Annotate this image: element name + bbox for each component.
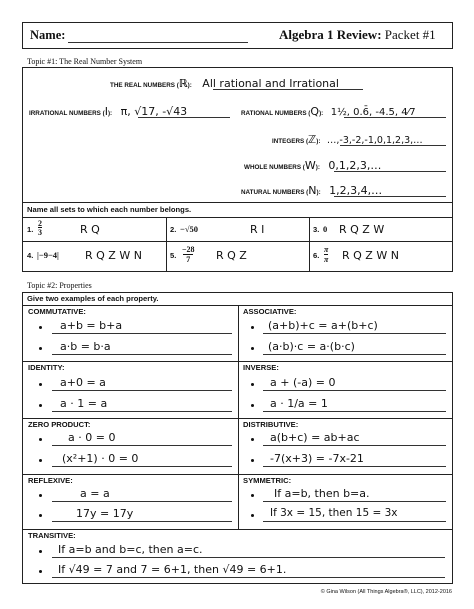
whole-answer-line: [334, 171, 446, 172]
integers-label: INTEGERS (: [272, 138, 309, 145]
example-line-2: [263, 354, 446, 355]
natural-answer-line: [334, 196, 446, 197]
item-number: 2.: [170, 225, 177, 234]
property-associative: [238, 305, 453, 361]
sets-prompt: Name all sets to which each number belongs.: [27, 205, 192, 214]
example-line-1: [52, 501, 232, 502]
bullet-icon: [39, 570, 42, 573]
topic2-heading: Topic #2: Properties: [27, 281, 92, 290]
example-line-2: [263, 521, 446, 522]
bullet-icon: [251, 404, 254, 407]
property-title: ASSOCIATIVE:: [243, 307, 297, 316]
example-line-2: [263, 466, 446, 467]
item-answer: R Q: [80, 223, 100, 236]
sets-top-line: [22, 202, 453, 203]
bullet-icon: [251, 459, 254, 462]
rational-answer: 1½, 0.6̄, -4.5, 4⁄7: [330, 107, 416, 118]
bullet-icon: [39, 459, 42, 462]
name-line[interactable]: [68, 42, 248, 43]
property-identity: [22, 361, 238, 418]
name-label: Name:: [30, 28, 66, 42]
bullet-icon: [39, 326, 42, 329]
example-line-1: [263, 390, 446, 391]
example-1: a + (-a) = 0: [270, 376, 336, 389]
example-line-1: [52, 390, 232, 391]
natural-close: ):: [316, 189, 321, 196]
set-item-2: [170, 219, 306, 239]
sets-grid-mid: [22, 241, 453, 242]
set-item-3: [313, 219, 449, 239]
real-answer-line: [213, 89, 363, 90]
property-zero-product: [22, 418, 238, 474]
title-main: Algebra 1 Review:: [279, 27, 382, 42]
example-line-1: [263, 333, 446, 334]
item-number: 6.: [313, 251, 320, 260]
property-commutative: [22, 305, 238, 361]
integers-answer: …,-3,-2,-1,0,1,2,3,…: [326, 135, 423, 146]
example-line-2: [52, 466, 232, 467]
example-line-1: [263, 501, 446, 502]
example-line-2: [52, 354, 232, 355]
real-symbol: ℝ: [178, 77, 188, 90]
example-line-2: [263, 411, 446, 412]
item-answer: R Q Z W N: [342, 249, 399, 262]
property-title: ZERO PRODUCT:: [28, 420, 91, 429]
whole-symbol: W: [304, 159, 316, 172]
example-1: If a=b and b=c, then a=c.: [58, 543, 203, 556]
irrational-answer: π, √17, -√43: [120, 105, 188, 118]
example-1: a+0 = a: [60, 376, 106, 389]
item-number: 4.: [27, 251, 34, 260]
item-number: 1.: [27, 225, 34, 234]
bullet-icon: [39, 550, 42, 553]
example-2: (x²+1) · 0 = 0: [62, 452, 139, 465]
example-2: a · 1/a = 1: [270, 397, 328, 410]
page-title: [279, 27, 436, 43]
set-item-1: [27, 219, 163, 239]
whole-answer: 0,1,2,3,…: [328, 159, 382, 172]
property-symmetric: [238, 474, 453, 529]
bullet-icon: [251, 347, 254, 350]
example-line-1: [52, 445, 232, 446]
example-line-1: [263, 445, 446, 446]
bullet-icon: [251, 494, 254, 497]
rational-label: RATIONAL NUMBERS (: [241, 110, 311, 117]
example-line-2: [52, 521, 232, 522]
bullet-icon: [251, 326, 254, 329]
item-expression: −√50: [180, 224, 199, 234]
example-1: (a+b)+c = a+(b+c): [268, 319, 378, 332]
example-1: a · 0 = 0: [68, 431, 116, 444]
bullet-icon: [39, 494, 42, 497]
item-expression: 0: [323, 224, 328, 234]
set-item-6: [313, 244, 449, 268]
bullet-icon: [251, 514, 254, 517]
property-title: REFLEXIVE:: [28, 476, 73, 485]
integers-answer-line: [340, 145, 446, 146]
example-2: If 3x = 15, then 15 = 3x: [270, 507, 398, 519]
property-title: DISTRIBUTIVE:: [243, 420, 299, 429]
example-1: a = a: [80, 487, 110, 500]
example-line-2: [52, 577, 445, 578]
whole-close: ):: [315, 164, 320, 171]
bullet-icon: [251, 383, 254, 386]
item-answer: R Q Z W N: [85, 249, 142, 262]
sets-grid-top: [22, 217, 453, 218]
bullet-icon: [39, 404, 42, 407]
irrational-answer-line: [138, 117, 230, 118]
real-answer: All rational and Irrational: [202, 77, 339, 90]
item-answer: R Q Z W: [339, 223, 385, 236]
bullet-icon: [251, 438, 254, 441]
item-fraction: 2 3: [38, 219, 42, 237]
bullet-icon: [39, 383, 42, 386]
example-2: a · 1 = a: [60, 397, 108, 410]
bullet-icon: [39, 514, 42, 517]
irrational-label: IRRATIONAL NUMBERS (: [29, 110, 105, 117]
rational-symbol: Q: [310, 105, 320, 118]
property-inverse: [238, 361, 453, 418]
rational-answer-line: [344, 117, 446, 118]
item-number: 3.: [313, 225, 320, 234]
natural-symbol: N: [308, 184, 317, 197]
natural-answer: 1,2,3,4,…: [329, 184, 383, 197]
item-fraction: −28 7: [182, 245, 195, 264]
example-2: If √49 = 7 and 7 = 6+1, then √49 = 6+1.: [58, 563, 287, 576]
irrational-close: ):: [107, 110, 113, 117]
property-title: SYMMETRIC:: [243, 476, 292, 485]
integers-close: ):: [316, 138, 321, 145]
irrational-symbol: I: [104, 105, 108, 118]
example-2: (a·b)·c = a·(b·c): [268, 340, 355, 353]
property-title: INVERSE:: [243, 363, 279, 372]
item-number: 5.: [170, 251, 177, 260]
property-title: COMMUTATIVE:: [28, 307, 86, 316]
example-2: -7(x+3) = -7x-21: [270, 452, 364, 465]
property-title: TRANSITIVE:: [28, 531, 76, 540]
item-answer: R Q Z: [216, 249, 247, 262]
sets-grid-col1: [166, 217, 167, 272]
rational-close: ):: [319, 110, 324, 117]
bullet-icon: [39, 438, 42, 441]
example-2: 17y = 17y: [76, 507, 134, 520]
set-item-4: [27, 244, 163, 268]
item-fraction: π π: [324, 245, 329, 264]
set-item-5: [170, 244, 306, 268]
example-1: If a=b, then b=a.: [274, 487, 370, 500]
example-1: a(b+c) = ab+ac: [270, 431, 360, 444]
example-1: a+b = b+a: [60, 319, 123, 332]
properties-prompt: Give two examples of each property.: [27, 294, 159, 303]
item-expression: |−9−4|: [37, 250, 59, 260]
example-2: a·b = b·a: [60, 340, 111, 353]
integers-symbol: ℤ: [308, 133, 317, 146]
example-line-1: [52, 557, 445, 558]
topic1-heading: Topic #1: The Real Number System: [27, 57, 143, 66]
whole-label: WHOLE NUMBERS (: [244, 164, 305, 171]
real-label: THE REAL NUMBERS (: [110, 82, 179, 89]
example-line-1: [52, 333, 232, 334]
real-close: ):: [187, 82, 192, 89]
copyright-footer: © Gina Wilson (All Things Algebra®, LLC), 2012-2016: [320, 589, 452, 595]
example-line-2: [52, 411, 232, 412]
sets-grid-col2: [309, 217, 310, 272]
property-distributive: [238, 418, 453, 474]
property-title: IDENTITY:: [28, 363, 65, 372]
property-transitive: [22, 529, 453, 584]
item-answer: R I: [250, 223, 265, 236]
bullet-icon: [39, 347, 42, 350]
title-packet: Packet #1: [384, 27, 436, 42]
property-reflexive: [22, 474, 238, 529]
natural-label: NATURAL NUMBERS (: [241, 189, 309, 196]
